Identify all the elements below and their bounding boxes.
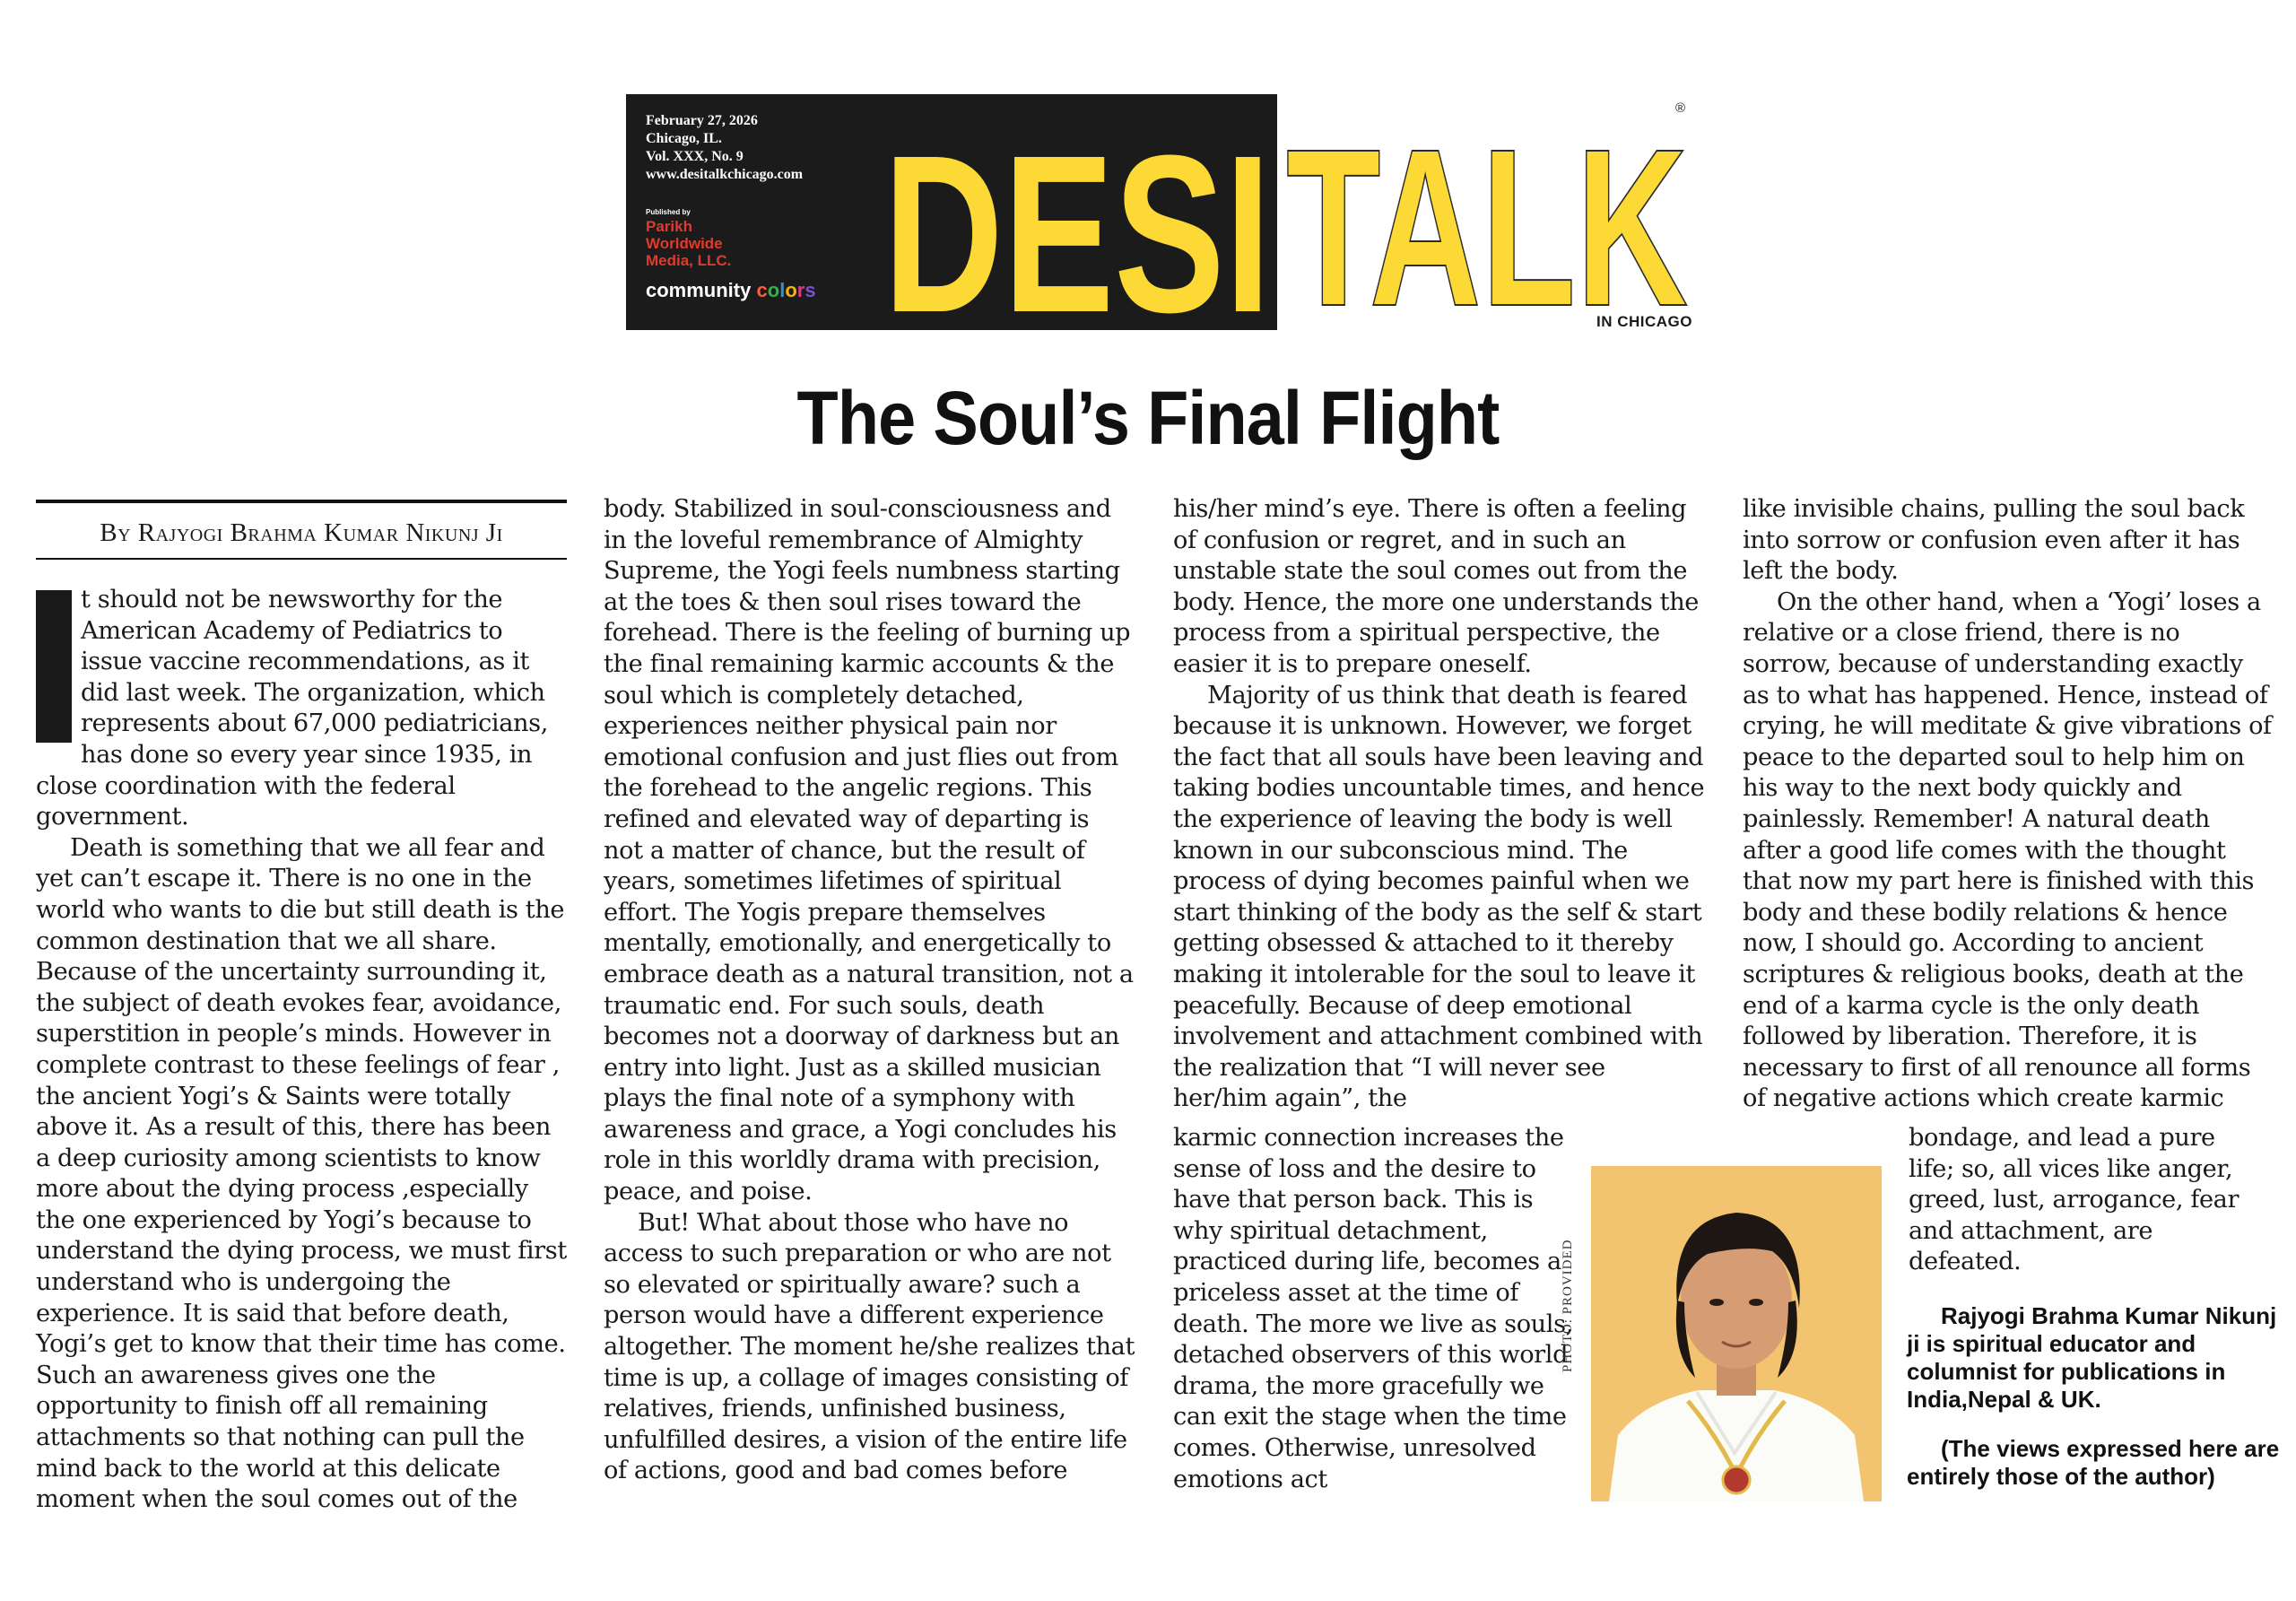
- paragraph: On the other hand, when a ‘Yogi’ loses a relative or a close friend, there is no sorrow, because of understanding exactly as to what has happened. Hence, instead of crying, he will meditate & give vibrations of peace to the departed soul to help him on his way to the next body quickly and painlessly. Remember! A natural death after a good life comes with the thought that now my part here is finished with this body and these bodily relations & hence now, I should go. According to ancient scriptures & religious books, death at the end of a karma cycle is the only death followed by liberation. Therefore, it is necessary to first of all renounce all forms of negative actions which create karmic: [1743, 587, 2272, 1113]
- article-column-1: [36, 585, 567, 1516]
- paragraph: t should not be newsworthy for the American Academy of Pediatrics to issue vaccine recommendations, as it did last week. The organization, which represents about 67,000 pediatricians, has done so every year since 1935, in close coordination with the federal government.: [36, 586, 548, 831]
- paragraph: body. Stabilized in soul-consciousness and in the loveful remembrance of Almighty Supreme, the Yogi feels numbness starting at the toes & then soul rises toward the forehead. There is the feeling of burning up the final remaining karmic accounts & the soul which is completely detached, experiences neither physical pain nor emotional confusion and just flies out from the forehead to the angelic regions. This refined and elevated way of departing is not a matter of chance, but the result of years, sometimes lifetimes of spiritual effort. The Yogis prepare themselves mentally, emotionally, and energetically to embrace death as a natural transition, not a traumatic end. For such souls, death becomes not a doorway of darkness but an entry into light. Just as a skilled musician plays the final note of a symphony with awareness and grace, a Yogi concludes his role in this worldly drama with precision, peace, and poise.: [604, 495, 1134, 1206]
- tagline-word: community: [646, 279, 752, 301]
- logo-talk: [1283, 115, 1692, 309]
- logo-talk-text: TALK: [1286, 115, 1688, 309]
- publisher-block: [646, 207, 731, 269]
- paragraph: karmic connection increases the sense of loss and the desire to have that person back. This is why spiritual detachment, practiced during life, becomes a priceless asset at the time of death. The more we live as souls, detached observers of this world drama, the more gracefully we can exit the stage when the time comes. Otherwise, unresolved emotions act: [1173, 1124, 1573, 1493]
- article-column-3-continued: [1173, 1123, 1580, 1495]
- issue-volume: Vol. XXX, No. 9: [646, 149, 744, 164]
- author-photo: [1591, 1166, 1882, 1501]
- article-headline: The Soul’s Final Flight: [796, 376, 1500, 460]
- paragraph: his/her mind’s eye. There is often a feeling of confusion or regret, and in such an unstable state the soul comes out from the body. Hence, the more one understands the process from a spiritual perspective, the easier it is to prepare oneself.: [1173, 495, 1699, 678]
- paragraph: bondage, and lead a pure life; so, all vices like anger, greed, lust, arrogance, fear and attachment, are defeated.: [1909, 1124, 2239, 1276]
- logo-desi-text: DESI: [883, 121, 1271, 317]
- drop-cap-icon: [36, 590, 72, 743]
- article-column-2: [604, 494, 1135, 1487]
- tagline-letter: r: [796, 279, 805, 301]
- edition-label: IN CHICAGO: [1596, 313, 1692, 330]
- issue-date: February 27, 2026: [646, 113, 758, 128]
- paragraph: like invisible chains, pulling the soul back into sorrow or confusion even after it has left the body.: [1743, 495, 2245, 586]
- paragraph: Majority of us think that death is feared because it is unknown. However, we forget the fact that all souls have been leaving and taking bodies uncountable times, and hence the experience of leaving the body is well known in our subconscious mind. The process of dying becomes painful when we start thinking of the body as the self & start getting obsessed & attached to it thereby making it intolerable for the soul to leave it peacefully. Because of deep emotional involvement and attachment combined with the realization that “I will never see her/him again”, the: [1173, 681, 1705, 1113]
- bio-text: Rajyogi Brahma Kumar Nikunj ji is spiritual educator and columnist for publications in India,Nepal & UK.: [1907, 1302, 2277, 1413]
- masthead-meta: [646, 112, 803, 184]
- registered-mark: ®: [1675, 100, 1686, 116]
- publisher-line: Media, LLC.: [646, 252, 732, 269]
- tagline-letter: l: [779, 279, 786, 301]
- tagline-letter: s: [804, 279, 816, 301]
- paragraph: Death is something that we all fear and yet can’t escape it. There is no one in the world who wants to die but still death is the common destination that we all share. Because of the uncertainty surrounding it, the subject of death evokes fear, avoidance, superstition in people’s minds. However in complete contrast to these feelings of fear , the ancient Yogi’s & Saints were totally above it. As a result of this, there has been a deep curiosity among scientists to know more about the dying process ,especially the one experienced by Yogi’s because to understand the dying process, we must first understand who is undergoing the experience. It is said that before death, Yogi’s get to know that their time has come. Such an awareness gives one the opportunity to finish off all remaining attachments so that nothing can pull the mind back to the world at this delicate moment when the soul comes out of the: [36, 833, 567, 1514]
- article-column-4: [1743, 494, 2272, 1115]
- article-column-4-continued: [1909, 1123, 2267, 1278]
- published-by-label: Published by: [646, 208, 691, 216]
- publisher-line: Worldwide: [646, 235, 723, 252]
- author-portrait-icon: [1591, 1166, 1882, 1501]
- paragraph: But! What about those who have no access to such preparation or who are not so elevated or spiritually aware? such a person would have a different experience altogether. The moment he/she realizes that time is up, a collage of images consisting of relatives, friends, unfinished business, unfulfilled desires, a vision of the entire life of actions, good and bad comes before: [604, 1208, 1135, 1485]
- disclaimer-text: (The views expressed here are entirely those of the author): [1907, 1435, 2280, 1490]
- community-colors-tagline: [646, 279, 816, 302]
- article-column-3: [1173, 494, 1706, 1115]
- masthead-banner: [626, 94, 1277, 330]
- byline: By Rajyogi Brahma Kumar Nikunj Ji: [100, 518, 503, 547]
- publisher-line: Parikh: [646, 218, 692, 235]
- byline-rule-top: [36, 500, 567, 503]
- tagline-letter: o: [767, 279, 780, 301]
- tagline-letter: o: [785, 279, 797, 301]
- author-bio: [1907, 1302, 2283, 1491]
- logo-desi: [880, 121, 1274, 317]
- photo-credit: PHOTO: PROVIDED: [1561, 1239, 1575, 1372]
- issue-city: Chicago, IL.: [646, 131, 722, 146]
- byline-rule-bottom: [36, 558, 567, 560]
- tagline-letter: c: [756, 279, 768, 301]
- website-link[interactable]: www.desitalkchicago.com: [646, 167, 804, 182]
